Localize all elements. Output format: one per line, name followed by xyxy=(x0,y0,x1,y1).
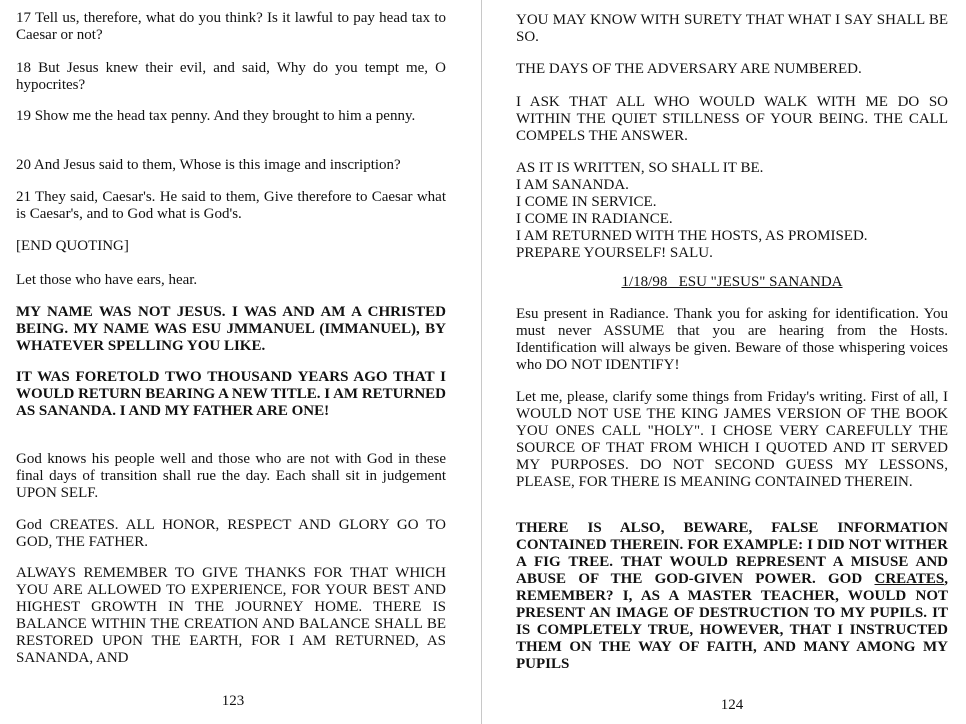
god-creates-paragraph: God CREATES. ALL HONOR, RESPECT AND GLORY GO TO GOD, THE FATHER. xyxy=(16,517,446,550)
name-paragraph: MY NAME WAS NOT JESUS. I WAS AND AM A CHRISTED BEING. MY NAME WAS ESU JMMANUEL (IMMANUEL), BY WHATEVER SPELLING YOU LIKE. xyxy=(16,304,446,354)
false-information-paragraph xyxy=(516,520,948,673)
right-page xyxy=(516,0,948,724)
verse-21: 21 They said, Caesar's. He said to them, Give therefore to Caesar what is Caesar's, and to God what is God's. xyxy=(16,189,446,222)
date-heading xyxy=(516,274,948,291)
false-info-text-b: , REMEMBER? I, AS A MASTER TEACHER, WOULD NOT PRESENT AN IMAGE OF DESTRUCTION TO MY PUPILS. IT IS COMPLETELY TRUE, HOWEVER, THAT I INSTRUCTED THEM ON THE WAY OF FAITH, AND MANY AMONG MY PUPILS xyxy=(516,571,948,672)
page-number-left: 123 xyxy=(221,693,245,709)
verse-17: 17 Tell us, therefore, what do you think? Is it lawful to pay head tax to Caesar or not? xyxy=(16,10,446,43)
esu-present-paragraph: Esu present in Radiance. Thank you for asking for identification. You must never ASSUME that you are hearing from the Hosts. Identification will always be given. Beware of those whispering voices who DO NOT IDENTIFY! xyxy=(516,306,948,373)
verse-18: 18 But Jesus knew their evil, and said, Why do you tempt me, O hypocrites? xyxy=(16,60,446,93)
foretold-paragraph: IT WAS FORETOLD TWO THOUSAND YEARS AGO THAT I WOULD RETURN BEARING A NEW TITLE. I AM RETURNED AS SANANDA. I AND MY FATHER ARE ONE! xyxy=(16,369,446,419)
verse-20: 20 And Jesus said to them, Whose is this image and inscription? xyxy=(16,157,401,173)
date-heading-text: 1/18/98 ESU "JESUS" SANANDA xyxy=(621,274,843,290)
clarify-paragraph: Let me, please, clarify some things from Friday's writing. First of all, I WOULD NOT USE THE KING JAMES VERSION OF THE BOOK YOU ONES CALL "HOLY". I CHOSE VERY CAREFULLY THE SOURCE OF THAT FROM WHICH I QUOTED AND IT SERVED MY PURPOSES. DO NOT SECOND GUESS MY LESSONS, PLEASE, FOR THERE IS MEANING CONTAINED THEREIN. xyxy=(516,389,948,490)
verse-19: 19 Show me the head tax penny. And they brought to him a penny. xyxy=(16,108,416,124)
creates-underlined: CREATES xyxy=(874,571,945,587)
book-gutter xyxy=(481,0,482,724)
always-remember-paragraph: ALWAYS REMEMBER TO GIVE THANKS FOR THAT WHICH YOU ARE ALLOWED TO EXPERIENCE, FOR YOUR BEST AND HIGHEST GROWTH IN THE JOURNEY HOME. THERE IS BALANCE WITHIN THE CREATION AND BALANCE SHALL BE RESTORED UPON THE EARTH, FOR I AM RETURNED, AS SANANDA, AND xyxy=(16,565,446,666)
walk-with-me-paragraph: I ASK THAT ALL WHO WOULD WALK WITH ME DO SO WITHIN THE QUIET STILLNESS OF YOUR BEING. THE CALL COMPELS THE ANSWER. xyxy=(516,94,948,144)
adversary-paragraph: THE DAYS OF THE ADVERSARY ARE NUMBERED. xyxy=(516,61,862,77)
left-page xyxy=(16,0,446,724)
surety-paragraph: YOU MAY KNOW WITH SURETY THAT WHAT I SAY SHALL BE SO. xyxy=(516,12,948,45)
page-number-right: 124 xyxy=(720,697,744,713)
end-quoting: [END QUOTING] xyxy=(16,238,129,254)
false-info-text-a: THERE IS ALSO, BEWARE, FALSE INFORMATION CONTAINED THEREIN. FOR EXAMPLE: I DID NOT WITHER A FIG TREE. THAT WOULD REPRESENT A MISUSE AND ABUSE OF THE GOD-GIVEN POWER. GOD xyxy=(516,520,948,587)
ears-hear: Let those who have ears, hear. xyxy=(16,272,198,288)
god-knows-paragraph: God knows his people well and those who are not with God in these final days of transition shall rue the day. Each shall sit in judgement UPON SELF. xyxy=(16,451,446,501)
sananda-declaration: AS IT IS WRITTEN, SO SHALL IT BE. I AM SANANDA. I COME IN SERVICE. I COME IN RADIANCE. I AM RETURNED WITH THE HOSTS, AS PROMISED. PREPARE YOURSELF! SALU. xyxy=(516,160,868,261)
